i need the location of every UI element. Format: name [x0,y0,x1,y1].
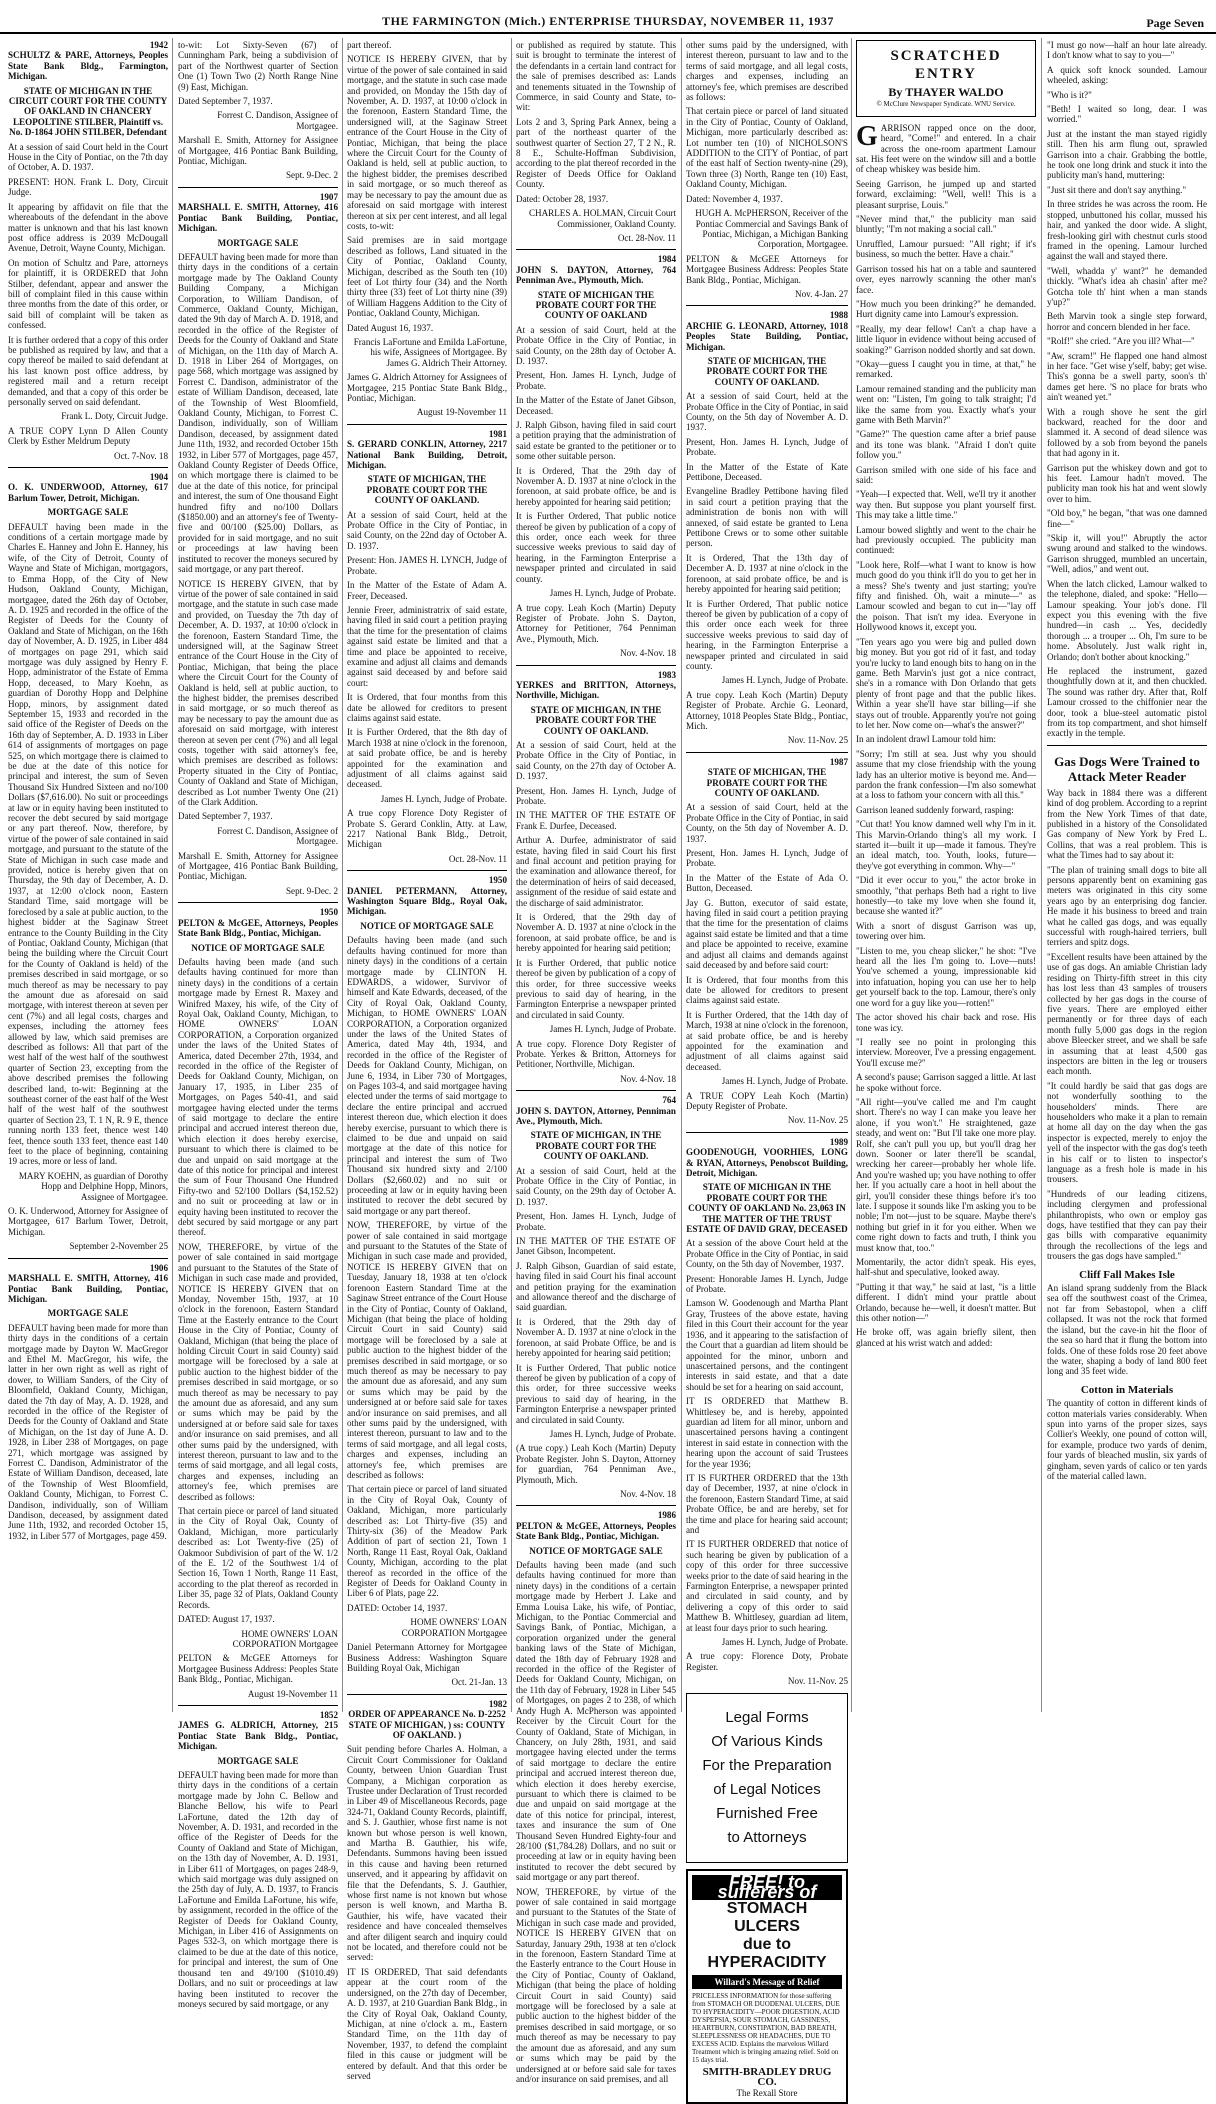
story-text: "How much you been drinking?" he demanded. Hurt dignity came into Lamour's expression. [856,298,1036,320]
notice-copy: A true copy. Florence Doty Register of Probate. Yerkes & Britton, Attorneys for Petitioner, Northville, Michigan. [516,1038,676,1070]
notice-dates: Nov. 11-Nov. 25 [787,735,848,746]
notice-text: NOW, THEREFORE, by virtue of the power of sale contained in said mortgage and pursuant to the Statutes of the State of Michigan in such case made and provided, NOTICE IS HEREBY GIVEN that on Saturday, January 29th, 1938 at ten o'clock in the forenoon, Eastern Standard Time at the Easterly entrance to the Court House in the City of Pontiac, County of Oakland, Michigan (that being the place of holding Circuit Court in said County) said mortgage will be foreclosed by a sale at public auction to the highest bidder of the premises described in said mortgage, or so much thereof as may be necessary to pay the amount due as aforesaid, and any sum or sums which may be paid by the undersigned at or before said sale for taxes and/or insurance on said premises, and all [516,1886,676,2084]
notice-title: NOTICE OF MORTGAGE SALE [191,942,325,953]
column-6-story [856,40,1036,1712]
notice-text: DEFAULT having been made for more than thirty days in the conditions of a certain mortgage made by The Oakland County Building Company, a Michigan Corporation, to William Dandison, of Commerce, Oakland County, Michigan, dated the 9th day of March A. D. 1918, and recorded in the office of the Register of Deeds for the County of Oakland and State of Michigan, on the 11th day of March A. D. 1918 in Liber 264 of Mortgages, on page 568, which mortgage was assigned by Forrest C. Dandison, administrator of the estate of William Dandison, deceased, late of the Township of West Bloomfield, Oakland County, Michigan, to Forrest C. Dandison, individually, son of William Dandison, deceased, by assignment dated June 11th, 1932, and recorded October 15th 1932, in Liber 577 of Mortgages, page 457, Oakland County Register of Deeds Office, on which mortgage there is claimed to be due at the date of this notice, for principal and interest, the sum of One thousand Eight hundred fifty and no/100 Dollars ($1850.00) and an attorney's fee of Twenty-five and 00/100 ($25.00) Dollars, as provided for in said mortgage, and no suit or proceedings at law having been instituted to recover the moneys secured by said mortgage, or any part thereof. [178,251,338,575]
notice-date: Dated August 16, 1937. [347,322,434,333]
masthead-title: THE FARMINGTON (Mich.) ENTERPRISE THURSDAY, NOVEMBER 11, 1937 [382,14,834,28]
story-text: Lamour bowed slightly and went to the chair he had previously occupied. The publicity man continued: [856,524,1036,556]
notice-number: 1987 [829,756,848,767]
notice-signature: Francis LaFortune and Emilda LaFortune, his wife, Assignees of Mortgagee. By James G. Aldrich Their Attorney. [353,336,507,368]
notice-divider [686,1132,848,1133]
notice-copy: A true copy. Leah Koch (Martin) Deputy Register of Probate. Archie G. Leonard, Attorney, 1018 Peoples State Bldg., Pontiac, Mich. [686,689,848,731]
notice-divider [686,752,848,753]
notice-heading: DANIEL PETERMANN, Attorney, Washington Square Bldg., Royal Oak, Michigan. [347,885,507,917]
notice-copy: A TRUE COPY Lynn D Allen County Clerk by Esther Meldrum Deputy [8,425,168,447]
notice-number: 1852 [319,1709,338,1720]
notice-signature: James H. Lynch, Judge of Probate. [549,588,676,599]
notice-text: Said premises are in said mortgage described as follows, Land situated in the City of Pontiac, Oakland County, Michigan, described as the South ten (10) feet of Lot thirty four (34) and the North thirty three (33) feet of Lot thirty nine (39) of William Haggens Addition to the City of Pontiac, Oakland County, Michigan. [347,235,507,319]
notice-heading: O. K. UNDERWOOD, Attorney, 617 Barlum Tower, Detroit, Michigan. [8,482,168,503]
notice-heading: JAMES G. ALDRICH, Attorney, 215 Pontiac State Bank Bldg., Pontiac, Michigan. [178,1720,338,1752]
notice-heading: SCHULTZ & PARE, Attorneys, Peoples State Bank Bldg., Farmington, Michigan. [8,50,168,82]
story-title: SCRATCHED [890,48,1002,64]
notice-dates: Oct. 28-Nov. 11 [448,853,507,864]
notice-attorney: PELTON & McGEE Attorneys for Mortgagee Business Address: Peoples State Bank Bldg., Pontiac, Michigan. [686,253,848,285]
notice-copy: A TRUE COPY Leah Koch (Martin) Deputy Register of Probate. [686,1090,848,1111]
notice-heading: JOHN S. DAYTON, Attorney, 764 Penniman Ave., Plymouth, Mich. [516,264,676,286]
notice-text: or published as required by statute. This suit is brought to terminate the interest of the defendants in a certain land contract for the sale of premises described as: Lands and tenements situated in the Township of Commerce, in said County and State, to-wit: [516,40,676,113]
story-text: Lamour remained standing and the publicity man went on: "Listen, I'm going to talk straight; I'd like the same from you. Exactly what's your game with Beth Marvin?" [856,383,1036,425]
notice-text: That certain piece or parcel of land situated in the City of Pontiac, County of Oakland, Michigan, more particularly described as: Lot number ten (10) of NICHOLSON'S ADDITION to the CITY of Pontiac, of part of the east half of Section twenty-nine (29), Town three (3) North, Range ten (10) East, Oakland County, Michigan. [686,106,848,190]
notice-text: That certain piece or parcel of land situated in the City of Royal Oak, County of Oakland, Michigan, more particularly described as: Lot Twenty-five (25) of Oakmoor Subdivision of part of the W. 1/2 of the E. 1/2 of the Southwest 1/4 of Section 16, Town 1 North, Range 11 East, according to the plat thereof as recorded in Liber 35, page 32 of Plats, Oakland County Records. [178,1506,338,1610]
story-syndicate: © McClure Newspaper Syndicate. WNU Service. [876,100,1016,109]
column-divider [511,38,512,1712]
story-text: "Just sit there and don't say anything." [1047,184,1187,195]
notice-signature: James H. Lynch, Judge of Probate. [721,1637,848,1648]
notice-text: Defaults having been made (and such defaults having continued for more than ninety days) in the conditions of a certain mortgage made by Ernest R. Maxey and Winifred Maxey, his wife, of the City of Royal Oak, Oakland County, Michigan, to HOME OWNERS' LOAN CORPORATION, a Corporation organized under the laws of the United States of America, dated December 27th, 1934, and recorded in the office of the Register of Deeds for Oakland County, Michigan, on January 17, 1935, in Liber 235 of Mortgages, on Pages 540-41, and said mortgagee having elected under the terms of said mortgage to declare the entire principal and accrued interest thereon due, which election it does hereby exercise, pursuant to which there is claimed to be due and unpaid on said mortgage at the date of this notice for principal and interest the sum of Four Thousand One Hundred Fifty-two and 52/100 Dollars ($4,152.52) and no suit or proceeding at law or in equity having been instituted to recover the debt secured by said mortgage or any part thereof. [178,956,338,1238]
notice-text: In the Matter of the Estate of Kate Pettibone, Deceased. [686,461,848,483]
notice-signature: HOME OWNERS' LOAN CORPORATION Mortgagee [232,1628,338,1649]
notice-text: other sums paid by the undersigned, with interest thereon, pursuant to law and to the terms of said mortgage, and all legal costs, charges and expenses, including an attorney's fee, which premises are described as follows: [686,40,848,103]
notice-dates: Sept. 9-Dec. 2 [285,170,338,181]
notice-text: Present, Hon. James H. Lynch, Judge of Probate. [686,848,848,869]
notice-text: DEFAULT having been made for more than thirty days in the conditions of a certain mortgage made by Dayton W. MacGregor and Ethel M. MacGregor, his wife, the latter in her own right as well as right of dower, to William Sanders, of the City of Bloomfield, Oakland County, Michigan, dated the 7th day of May, A. D. 1928, and recorded in the office of the Register of Deeds for the County of Oakland and State of Michigan, on the 1st day of June A. D. 1928, in Liber 238 of Mortgages, on page 271, which mortgage was assigned by Forrest C. Dandison, Administrator of the Estate of William Dandison, deceased, late of the Township of West Bloomfield, Oakland County, Michigan, to Forrest C. Dandison, individually, son of William Dandison, deceased, by assignment dated June 11th, 1932, and recorded October 15, 1932, in Liber 577 of Mortgages, page 459. [8,1322,168,1541]
ad-headline: due to HYPERACIDITY [707,1935,827,1971]
notice-dates: August 19-November 11 [247,1688,338,1699]
column-2 [178,40,338,2009]
story-text: "Old boy," he began, "that was one damned fine—" [1047,508,1207,529]
article-text: An island sprang suddenly from the Black sea off the southwest coast of the Crimea, not far from Sebastopol, when a cliff collapsed. It was not the rock that formed the island, but the cave-in hit the floor of the sea so hard that it flung the bottom into folds. One of these folds rose 20 feet above the water, shaping a body of land 800 feet long and 35 feet wide. [1047,1283,1207,1377]
notice-signature: HUGH A. McPHERSON, Receiver of the Pontiac Commercial and Savings Bank of Pontiac, Michigan, a Michigan Banking Corporation, Mortgagee. [695,208,848,250]
notice-number: 764 [662,1095,676,1106]
notice-dates: Sept. 9-Dec. 2 [285,885,338,896]
notice-heading: YERKES and BRITTON, Attorneys, Northville, Michigan. [516,679,676,701]
article-text: "Excellent results have been attained by the use of gas dogs. An amiable Christian lady residing on Thirty-fifth street in this city has lost less than 43 samples of trousers collected by her gas dogs in the course of five years. There are employed either permanently or for three days of each month fully 5,000 gas dogs in the region above Bleecker street, and we shall be safe in assuming that at least 4,500 gas inspectors are bitten in the leg or trousers each month. [1047,951,1207,1077]
story-title-box [856,40,1036,117]
notice-text: NOTICE IS HEREBY GIVEN, that by virtue of the power of sale contained in said mortgage, and the statute in such case made and provided, on Tuesday the 7th day of December, A. D. 1937, at 10:00 o'clock in the forenoon, Eastern Standard Time, the undersigned will, at the Saginaw Street entrance of the Court House in the City of Pontiac, Michigan, that being the place where the Circuit Court for the County of Oakland is held, sell at public auction, to the highest bidder, the premises described in said mortgage, or so much thereof as may be necessary to pay the amount due as aforesaid on said mortgage, with interest thereon at seven per cent (7%) and all legal costs, together with said attorney's fee, which premises are described as follows: Property situated in the City of Pontiac, County of Oakland and State of Michigan, described as Lot number Twenty One (21) of the Clark Addition. [178,578,338,808]
notice-dates: Nov. 4-Jan. 27 [795,288,848,299]
notice-divider [178,902,338,903]
notice-text: Jennie Freer, administratrix of said estate, having filed in said court a petition praying that the time for the presentation of claims against said estate be limited and that a time and place be appointed to receive, examine and adjust all claims and demands against said deceased by and before said court: [347,604,507,688]
story-text: "I must go now—half an hour late already. I don't know what to say to you—" [1047,40,1207,61]
story-text: "Skip it, will you!" Abruptly the actor swung around and stalked to the windows. Garrison shrugged, mumbled an uncertain, "Well, adios," and went out. [1047,533,1207,575]
notice-text: At a session of said Court held in the Court House in the City of Pontiac, on the 7th day of October, A. D. 1937. [8,141,168,173]
notice-text: At a session of said Court, held at the Probate Office in the City of Pontiac, in said County, on the 5th day of November A. D. 1937. [686,391,848,433]
notice-divider [347,870,507,871]
notice-text: Defaults having been made (and such defaults having continued for more than ninety days) in the conditions of a certain mortgage made by CLINTON H. EDWARDS, a widower, Survivor of himself and Kate Edwards, deceased, of the City of Royal Oak, Oakland County, Michigan, to HOME OWNERS' LOAN CORPORATION, a Corporation organized under the laws of the United States of America, dated May 4th, 1934, and recorded in the office of the Register of Deeds for Oakland County, Michigan, on June 6, 1934, in Liber 730 of Mortgages, on Pages 103-4, and said mortgagee having elected under the terms of said mortgage to declare the entire principal and accrued interest thereon due, which election it does hereby exercise, pursuant to which there is claimed to be due and unpaid on said mortgage at the date of this notice for principal and interest the sum of Two Thousand six hundred sixty and 2/100 Dollars ($2,660.02) and no suit or proceeding at law or in equity having been instituted to recover the debt secured by said mortgage or any part thereof. [347,935,507,1216]
notice-dates: August 19-November 11 [416,407,507,418]
notice-text: It is Further Ordered, that public notice thereof be given by publication of a copy of this order, for three successive weeks previous to said day of hearing, in the Farmington Enterprise a newspaper printed and circulated in said County. [516,957,676,1020]
notice-signature: Forrest C. Dandison, Assignee of Mortgagee. [217,825,338,847]
notice-title: MORTGAGE SALE [47,507,129,518]
notice-signature: Forrest C. Dandison, Assignee of Mortgagee. [217,110,338,131]
ad-body: PRICELESS INFORMATION for those suffering from STOMACH OR DUODENAL ULCERS, DUE TO HYPERACIDITY—POOR DIGESTION, ACID DYSPEPSIA, SOUR STOMACH, GASSINESS, HEARTBURN, CONSTIPATION, BAD BREATH, SLEEPLESSNESS OR HEADACHES, DUE TO EXCESS ACID. Explains the marvelous Willard Treatment which is bringing amazing relief. Sold on 15 days trial. [692,1991,840,2064]
story-text: With a snort of disgust Garrison was up, towering over him. [856,920,1036,942]
notice-signature: James H. Lynch, Judge of Probate. [549,1428,676,1439]
article-text: "The plan of training small dogs to bite all persons apparently bent on examining gas meters was originated in this city some years ago by an enterprising dog fancier. He made it his business to breed and train what he called gas dogs, and was equally successful with rough-haired terriers, bull terriers and spitz dogs. [1047,864,1207,948]
notice-divider [516,249,676,250]
notice-title: STATE OF MICHIGAN, IN THE PROBATE COURT FOR THE COUNTY OF OAKLAND. [530,1130,662,1162]
notice-attorney: James G. Aldrich Attorney for Assignees of Mortgagee, 215 Pontiac State Bank Bldg., Pontiac, Michigan. [347,372,507,403]
notice-number: 1981 [488,428,507,439]
page-number: Page Seven [1146,16,1204,30]
notice-text: DEFAULT having been made for more than thirty days in the conditions of a certain mortgage made by John C. Bellow and Blanche Bellow, his wife to Pearl LaFortune, dated the 12th day of November, A. D. 1931, and recorded in the office of the Register of Deeds for the County of Oakland and State of Michigan, on the 13th day of November, A. D. 1931, in Liber 611 of Mortgages, on pages 248-9, which said mortgage was duly assigned on the 25th day of July, A. D. 1937, to Francis LaFortune and Emilda LaFortune, his wife, by assignment, recorded in the office of the Register of Deeds for Oakland County, Michigan, in Liber 416 of Assignments on Pages 532-3, on which mortgage there is claimed to be due at the date of this notice, for principal and interest, the sum of One thousand ten and 49/100 ($1010.49) Dollars, and no suit or proceedings at law having been instituted to recover the moneys secured by said mortgage, or any [178,1769,338,2009]
ad-band: Willard's Message of Relief [692,1975,842,1989]
story-text: A second's pause; Garrison sagged a little. At last he spoke without force. [856,1072,1036,1093]
notice-text: DEFAULT having been made in the conditions of a certain mortgage made by Charles E. Hanney and John E. Hanney, his wife, of the City of Detroit, County of Wayne and State of Michigan, mortgagors, to Emma Hopp, of the City of New Hudson, Oakland County, Michigan, mortgagee, dated the 26th day of October, A. D. 1925 and recorded in the office of the Register of Deeds for the County of Oakland and State of Michigan, on the 16th day of November, A. D. 1925, in Liber 484 of mortgages on page 291, which said mortgage was duly assigned by Henry F. Hopp, administrator of the Estate of Emma Hopp, deceased, to Mary Koehn, as guardian of Dorothy Hopp and Delphine Hopp, minors, by assignment dated September 15, 1933 and recorded in the said office of the Register of Deeds on the 16th day of September, A. D. 1933 in Liber 614 of assignments of mortgages on page 525, on which mortgage there is claimed to be due at the date of this notice for principal and interest, the sum of Seven Thousand Six Hundred Sixteen and no/100 Dollars ($7,616.00). No suit or proceedings at law or in equity having been instituted to recover the debt secured by said mortgage or any part thereof. Now, therefore, by virtue of the power of sale contained in said mortgage, and pursuant to the statute of the State of Michigan in such case made and provided, notice is hereby given that on Thursday, the 9th day of December, A. D. 1937, at 12:00 o'clock noon, Eastern Standard Time, said mortgage will be foreclosed by a sale at public auction, to the highest bidder at the Saginaw Street entrance to the County Building in the City of Pontiac, Oakland County, Michigan (that being the building where the Circuit Court for the County of Oakland is held) of the premises described in said mortgage, or so much thereof as may be necessary to pay the amount due as aforesaid on said mortgage, with interest thereon at seven per cent (7%) and all legal costs, charges and expenses, including the attorney fees allowed by law, which said premises are described as follows: All that part of the west half of the west half of the southwest quarter of Section 23, excepting from the above described premises the following described land, to-wit: Beginning at the southeast corner of the east half of the West half of the west half of the southwest quarter of Section 23, T. 1 N, R. 9 E, thence running north 133 feet, thence west 140 feet, thence south 133 feet, thence east 140 feet to the place of beginning, containing 19 acres, more or less of land. [8,521,168,1167]
story-text: Garrison put the whiskey down and got to his feet. Lamour hadn't moved. The publicity man took his hat and went slowly over to him. [1047,462,1207,504]
story-text: "Sorry; I'm still at sea. Just why you should assume that my close friendship with the young lady has an ulterior motive is beyond me. And—pardon the frank confession—I'm also somewhat at a loss to fathom your concern with all this." [856,748,1036,801]
notice-attorney: Marshall E. Smith, Attorney for Assignee of Mortgagee, 416 Pontiac Bank Building, Pontiac, Michigan. [178,135,338,167]
ad-line: For the Preparation [702,1756,832,1774]
notice-number: 1907 [319,191,338,202]
ad-line: Of Various Kinds [711,1732,823,1750]
column-divider [681,38,682,1712]
notice-title: ORDER OF APPEARANCE No. D-2252 STATE OF MICHIGAN, ) ss: COUNTY OF OAKLAND. ) [348,1709,506,1740]
notice-number: 1950 [488,875,507,886]
notice-text: At a session of said Court, held at the Probate Office in the City of Pontiac, in said County, on the 22nd day of October A. D. 1937. [347,509,507,551]
article-headline: Cliff Fall Makes Isle [1079,1268,1175,1281]
notice-copy: A true copy: Florence Doty, Probate Register. [686,1651,848,1672]
article-text: Way back in 1884 there was a different kind of dog problem. According to a reprint from the New York Times of that date, published in a history of the Consolidated Gas company of New York by Fred L. Collins, that was a real problem. This is what the Times had to say about it: [1047,787,1207,861]
notice-text: PRESENT: HON. Frank L. Doty, Circuit Judge. [8,176,168,198]
notice-text: It is Further Ordered, That public notice thereof be given by publication of a copy of this order once each week for three successive weeks previous to said day of hearing, in the Farmington Enterprise a newspaper printed and circulated in said county. [686,598,848,671]
notice-number: 1942 [149,40,168,50]
ad-line: of Legal Notices [713,1780,821,1798]
notice-copy: A true copy Florence Doty Register of Probate S. Gerard Conklin, Atty. at Law, 2217 National Bank Bldg., Detroit, Michigan [347,808,507,850]
notice-divider [8,1258,168,1259]
story-text: "Did it ever occur to you," the actor broke in smoothly, "that perhaps Beth had a right to live honestly—to take my love when she found it, because she wanted it?" [856,875,1036,917]
notice-title: MORTGAGE SALE [47,1308,129,1319]
ad-line: Furnished Free [716,1804,818,1822]
article-text: The quantity of cotton in different kinds of cotton materials varies considerably. When spun into yarns of the proper sizes, says Collier's Weekly, one pound of cotton will, for example, produce two yards of denim, four yards of bleached muslin, six yards of gingham, seven yards of calico or ten yards of the material called lawn. [1047,1398,1207,1481]
story-text: The actor shoved his chair back and rose. His tone was icy. [856,1012,1036,1033]
story-text: "Aw, scram!" He flapped one hand almost in her face. "Get wise y'self, baby; get wise. This's gonna be a swell party, soon's th' dames get here. 'S no place for brats who ain't weaned yet." [1047,350,1207,403]
story-text: "Game?" The question came after a brief pause and its tone was blank. "Afraid I don't quite follow you." [856,429,1036,461]
story-title: ENTRY [915,66,977,82]
story-text: Seeing Garrison, he jumped up and started forward, exclaiming: "Well, well! This is a pleasant surprise, Louis." [856,178,1036,210]
notice-dates: Nov. 4-Nov. 18 [620,1073,676,1084]
notice-divider [8,467,168,468]
notice-date: Dated: November 4, 1937. [686,193,783,204]
notice-number: 1989 [829,1136,848,1147]
story-text: In an indolent drawl Lamour told him: [856,734,996,745]
notice-heading: MARSHALL E. SMITH, Attorney, 416 Pontiac Bank Building, Pontiac, Michigan. [178,202,338,234]
story-text: "Never mind that," the publicity man said bluntly; "I'm not making a social call." [856,214,1036,235]
notice-text: It is Ordered, that the 29th day of November A. D. 1937 at nine o'clock in the forenoon, at said Probate Office, be and is hereby appointed for hearing said petition; [516,1316,676,1359]
column-divider [1041,38,1042,1712]
notice-text: NOW, THEREFORE, by virtue of the power of sale contained in said mortgage and pursuant to the Statutes of the State of Michigan in such case made and provided, NOTICE IS HEREBY GIVEN that on Monday, November 15th, 1937, at 10 o'clock in the forenoon, Eastern Standard Time at the Easterly entrance to the Court House in the City of Pontiac, County of Oakland, Michigan (that being the place of holding Circuit Court in said County) said mortgage will be foreclosed by a sale at public auction to the highest bidder of the premises described in said mortgage, or so much thereof as may be necessary to pay the amount due as aforesaid, and any sum or sums which may be paid by the undersigned at or before said sale for taxes and/or insurance on said premises, and all other sums paid by the undersigned, with interest thereon, pursuant to law and to the terms of said mortgage, and all legal costs, charges and expenses, including an attorney's fee, which premises are described as follows: [178,1241,338,1502]
notice-copy: (A true copy.) Leah Koch (Martin) Deputy Probate Register. John S. Dayton, Attorney for guardian, 764 Penniman Ave., Plymouth, Mich. [516,1443,676,1485]
story-text: In three strides he was across the room. He stopped, unbuttoned his collar, mussed his hair, and yanked the door wide. A slight, fresh-looking girl with chestnut curls stood framed in the opening. Lamour lurched against the wall and stayed there. [1047,199,1207,262]
story-text: "Really, my dear fellow! Can't a chap have a little liquor in evidence without being accused of soaking?" Garrison nodded shortly and sat down. [856,323,1036,355]
notice-signature: James H. Lynch, Judge of Probate. [721,1076,848,1087]
legal-forms-ad [686,1693,848,1863]
story-text: "Ten years ago you were big and pulled down big money. But you got rid of it fast, and today you're lucky to land enough bits to hang on in the game. Beth Marvin's just got a nice contract, she's in a romance with Don Orlando that gets plenty of front page and that the public likes. Within a year she'll have star billing—if she stays out of trouble. Apparently you're not going to let her. Now come on—what's the answer?" [856,636,1036,730]
notice-date: DATED: August 17, 1937. [178,1614,275,1625]
story-text: ARRISON rapped once on the door, heard, "Come!" and entered. In a chair across the one-room apartment Lamour sat. His feet were on the window sill and a bottle of cheap whiskey was beside him. [856,122,1036,175]
notice-dates: Oct. 28-Nov. 11 [617,232,676,243]
notice-heading: ARCHIE G. LEONARD, Attorney, 1018 Peoples State Building, Pontiac, Michigan. [686,320,848,352]
notice-dates: September 2-November 25 [69,1241,168,1252]
article-text: "Hundreds of our leading citizens, including clergymen and professional philanthropists, who own or employ gas dogs, have testified that they can pay their gas bills with comparative equanimity through the recollections of the legs and trousers the gas dogs have sampled." [1047,1188,1207,1262]
notice-divider [516,665,676,666]
notice-text: IT IS ORDERED, That said defendants appear at the court room of the undersigned, on the 27th day of December, A. D. 1937, at 210 Guardian Bank Bldg., in the City of Royal Oak, Oakland County, Michigan, at nine o'clock a. m., Eastern Standard Time, on the 11th day of November, 1937, to defend the complaint filed in this cause or judgment will be entered by default. And that this order be served [347,1966,507,2081]
story-text: Garrison tossed his hat on a table and sauntered over, eyes narrowly scanning the other man's face. [856,263,1036,295]
ad-line: to Attorneys [727,1828,807,1846]
ad-store-tagline: The Rexall Store [736,2087,798,2098]
drug-store-ad [686,1869,848,2104]
notice-text: Suit pending before Charles A. Holman, a Circuit Court Commissioner for Oakland County, between Union Guardian Trust Company, a Michigan corporation as Trustee under Declaration of Trust recorded in Liber 49 of Miscellaneous Records, page 324-71, Oakland County Records, plaintiff, and S. J. Gauthier, whose first name is not known but whose person is well known, and Martha B. Gauthier, his wife, Defendants. Summons having been issued in this cause and having been returned unserved, and it appearing by affidavit on file that the Defendants, S. J. Gauthier, whose first name is not known but whose person is well known, and Martha B. Gauthier, his wife, have vacated their residence and have concealed themselves and after diligent search and inquiry could not be located, and therefore could not be served: [347,1744,507,1963]
notice-date: Dated September 7, 1937. [178,811,273,822]
notice-title: NOTICE OF MORTGAGE SALE [529,1545,663,1556]
story-text: "All right—you've called me and I'm caught short. There's no way I can make you leave her alone, if you won't." He straightened, gaze steady, and went on: "But I'll take one more play. Rolf, she can't pull you up, but you'll drag her down. Sooner or later there'll be scandal, wrecking her career—probably her whole life. And you're washed up; you have nothing to offer her. If you actually care a hoot in hell about the girl, you'll consider these things before it's too late. I suppose it sounds like I'm asking you to be noble; I'm not—just to be square. Maybe there's nothing but grief in it for you either. When we come right down to facts and truth, I think you must know that, too." [856,1096,1036,1253]
article-divider [1047,745,1207,746]
ad-free-banner: FREE! to sufferers of [692,1875,842,1900]
story-text: "I really see no point in prolonging this interview. Moreover, I've a pressing engagement. You'll excuse me?" [856,1036,1036,1068]
story-text: Unruffled, Lamour pursued: "All right; if it's business, so much the better. Have a chair." [856,238,1036,260]
story-text: "Look here, Rolf—what I want to know is how much good do you think it'll do you to get her in a mess? She's twenty and just starting; you're fifty and finished. Oh, wait a minute—" as Lamour scowled and began to cut in—"lay off the poison. That isn't my idea. Everyone in Hollywood knows it, except you. [856,559,1036,633]
article-headline: Gas Dogs Were Trained to Attack Meter Reader [1054,753,1200,784]
story-text: A quick soft knock sounded. Lamour wheeled, asking: [1047,64,1207,86]
notice-text: NOW, THEREFORE, by virtue of the power of sale contained in said mortgage and pursuant to the Statutes of the State of Michigan in such case made and provided, NOTICE IS HEREBY GIVEN that on Tuesday, January 18, 1938 at ten o'clock forenoon Eastern Standard Time at the Saginaw Street entrance of the Court House in the City of Pontiac, County of Oakland, Michigan (that being the place of holding Circuit Court in said County) said mortgage will be foreclosed by a sale at public auction to the highest bidder of the premises described in said mortgage, or so much thereof as may be necessary to pay the amount due as aforesaid, and any sum or sums which may be paid by the undersigned at or before said sale for taxes and/or insurance on said premises, and all other sums paid by the undersigned, with interest thereon, pursuant to law and to the terms of said mortgage, and all legal costs, charges and expenses, including an attorney's fee, which premises are described as follows: [347,1220,507,1480]
notice-heading: JOHN S. DAYTON, Attorney, Penniman Ave., Plymouth, Mich. [516,1105,676,1126]
column-divider [851,38,852,1712]
notice-title: STATE OF MICHIGAN IN THE PROBATE COURT FOR THE COUNTY OF OAKLAND No. 23,063 IN THE MATTER OF THE TRUST ESTATE OF DAVID GRAY, DECEASED [686,1182,848,1235]
notice-dates: Nov. 11-Nov. 25 [787,1676,848,1687]
story-text: With a rough shove he sent the girl backward, reached for the door and slammed it. A second of dead silence was followed by a sob from beyond the panels that had agony in it. [1047,406,1207,459]
notice-text: IT IS FURTHER ORDERED that the 13th day of December, 1937, at nine o'clock in the forenoon, Eastern Standard Time, at said Probate Office, be and are hereby, set for the time and place for hearing said account; and [686,1472,848,1535]
notice-divider [516,1090,676,1091]
notice-attorney: Marshall E. Smith, Attorney for Assignee of Mortgagee, 416 Pontiac Bank Building, Pontiac, Michigan. [178,850,338,882]
notice-title: STATE OF MICHIGAN IN THE CIRCUIT COURT FOR THE COUNTY OF OAKLAND IN CHANCERY LEOPOLTINE STILBER, Plaintiff vs. No. D-1864 JOHN STILBER, Defendant [8,85,168,138]
drop-cap: G [856,120,878,152]
notice-text: Lots 2 and 3, Spring Park Annex, being a part of the northeast quarter of the southwest quarter of Section 27, T 2 N., R. 8 E., Schulte-Hoffman Subdivision, according to the plat thereof recorded in the Register of Deeds Office for Oakland County. [516,116,676,190]
notice-text: Present, Hon. James H. Lynch, Judge of Probate. [516,370,676,391]
notice-text: Present, Hon. James H. Lynch, Judge of Probate. [516,1211,676,1232]
notice-text: At a session of the above Court held at the Probate Office in the City of Pontiac, in said County, on the 5th day of November, 1937. [686,1238,848,1270]
notice-text: In the Matter of the Estate of Ada O. Button, Deceased. [686,872,848,894]
notice-title: NOTICE OF MORTGAGE SALE [360,920,494,931]
notice-dates: Oct. 7-Nov. 18 [114,450,168,461]
notice-title: STATE OF MICHIGAN, THE PROBATE COURT FOR THE COUNTY OF OAKLAND. [706,767,828,798]
column-divider [172,38,173,1712]
notice-signature: CHARLES A. HOLMAN, Circuit Court Commissioner, Oakland County. [528,208,676,229]
ad-headline: STOMACH ULCERS [726,1899,808,1935]
notice-text: It is Ordered, that four months from this date be allowed for creditors to present claims against said estate. [347,692,507,723]
notice-text: Present, Hon. James H. Lynch, Judge of Probate. [686,436,848,458]
notice-text: It is Further Ordered, That public notice thereof be given by publication of a copy of this order, once each week for three successive weeks previous to said day of hearing, in the Farmington Enterprise a newspaper printed and circulated in said county. [516,511,676,584]
article-headline: Cotton in Materials [1080,1383,1174,1396]
notice-number: 1988 [829,310,848,321]
story-text: Garrison smiled with one side of his face and said: [856,464,1036,485]
notice-divider [516,1505,676,1506]
story-text: "Okay—guess I caught you in time, at that," he remarked. [856,358,1036,380]
story-text: Beth Marvin took a single step forward, horror and concern blended in her face. [1047,311,1207,332]
notice-dates: Nov. 4-Nov. 18 [620,1488,676,1499]
notice-text: Evangeline Bradley Pettibone having filed in said court a petition praying that the administration de bonis non with will annexed, of said estate be granted to Lena Pettibone Crews or to some other suitable person. [686,486,848,549]
story-text: "Who is it?" [1047,89,1092,100]
notice-number: 1986 [657,1510,676,1521]
story-text: "Rolf!" she cried. "Are you ill? What—" [1047,336,1195,347]
notice-number: 1983 [657,669,676,680]
story-text: "Putting it that way," he said at last, "is a little different. I didn't mind your prattle about Orlando, because he—well, it doesn't matter. But this other notion—" [856,1281,1036,1324]
story-text: "Yeah—I expected that. Well, we'll try it another way then. But suppose you plant yourself first. This may take a little time." [856,489,1036,521]
notice-text: Defaults having been made (and such defaults having continued for more than ninety days) in the conditions of a certain mortgage made by Herbert J. Lake and Emma Louisa Lake, his wife, of Pontiac, Michigan, to the Pontiac Commercial and Savings Bank, of Pontiac, Michigan, a corporation organized under the general banking laws of the State of Michigan, dated the 18th day of February 1928 and recorded in the office of the Register of Deeds for Oakland County, Michigan, on the 11th day of February, 1928 in Liber 545 of Mortgages, on pages 2 to 238, of which Andy Hugh A. McPherson was appointed Receiver by the Circuit Court for the County of Oakland, State of Michigan, in Chancery, on July 28th, 1931, and said mortgagee having elected under the terms of said mortgage to declare the entire principal and accrued interest thereon due, which election it does hereby exercise, pursuant to which there is claimed to be due and unpaid on said mortgage at the date of this notice for principal, interest, taxes and insurance the sum of One Thousand Seven Hundred Eighty-four and 28/100 ($1,784.28) Dollars, and no suit or proceeding at law or in equity having been instituted to recover the debt secured by said mortgage or any part thereof. [516,1560,676,1883]
story-text: He broke off, was again briefly silent, then glanced at his wrist watch and added: [856,1327,1036,1348]
notice-text: It is Further Ordered, That public notice thereof be given by publication of a copy of this order, for three successive weeks previous to said day of hearing, in the Farmington Enterprise a newspaper printed and circulated in said County. [516,1362,676,1425]
notice-heading: PELTON & McGEE, Attorneys, Peoples State Bank Bldg., Pontiac, Michigan. [178,917,338,939]
notice-text: Present, Hon. James H. Lynch, Judge of Probate. [516,785,676,806]
notice-text: At a session of said Court, held at the Probate Office in the City of Pontiac, in said County, on the 29th day of October A. D. 1937. [516,1165,676,1207]
notice-text: NOTICE IS HEREBY GIVEN, that by virtue of the power of sale contained in said mortgage, and the statute in such case made and provided, on Monday the 15th day of November, A. D. 1937, at 10:00 o'clock in the forenoon, Eastern Standard Time, the undersigned will, at the Saginaw Street entrance of the Court House in the City of Pontiac, Michigan, that being the place where the Circuit Court for the County of Oakland is held, sell at public auction, to the highest bidder, the premises described in said mortgage, or so much thereof as may be necessary to pay the amount due as aforesaid on said mortgage with interest thereon at six per cent interest, and all legal costs, to-wit: [347,54,507,231]
notice-number: 1950 [319,907,338,918]
column-4 [516,40,676,2084]
notice-divider [347,424,507,425]
notice-text: It is Further Ordered, that the 8th day of March 1938 at nine o'clock in the forenoon, at said probate office, be and is hereby appointed for the examination and adjustment of all claims against said deceased. [347,727,507,790]
notice-text: J. Ralph Gibson, Guardian of said estate, having filed in said Court his final account and petition praying for the examination and allowance thereof and the discharge of said guardian. [516,1260,676,1313]
story-text: "Cut that! You know damned well why I'm in it. This Marvin-Orlando thing's all my work. I started it—built it up—made it famous. They're an ideal match, too. Youth, looks, future—they've got everything in common. Why—" [856,819,1036,871]
story-text: "Listen to me, you cheap slicker," he shot: "I've heard all the lies I'm going to. Love—nuts! You've schemed a young, impressionable kid into infatuation, hoping you can use her to help get yourself back to the top. Lamour, there's only one word for a guy like you—rotten!" [856,945,1036,1008]
notice-text: Present: Honorable James H. Lynch, Judge of Probate. [686,1273,848,1295]
notice-date: DATED: October 14, 1937. [347,1602,448,1613]
article-text: "It could hardly be said that gas dogs are not wonderfully soothing to the householders' minds. There are householders who make it a plan to remain at home all day on the day when the gas inspector is expected, merely to enjoy the yell of the inspector with the gas dog's teeth in his calf or to listen to inspector's language as a fresh hole is made in his trousers. [1047,1080,1207,1185]
notice-number: 1984 [657,254,676,265]
column-3 [347,40,507,2081]
notice-date: Dated September 7, 1937. [178,96,273,107]
notice-text: At a session of said Court, held at the Probate Office in the City of Pontiac, in said County, on the 28th day of October A. D. 1937. [516,324,676,366]
story-text: Garrison leaned suddenly forward, rasping: [856,804,1014,815]
column-divider [342,38,343,1712]
notice-text: At a session of said Court, held at the Probate Office in the City of Pontiac, in said County, on the 27th day of October A. D. 1937. [516,739,676,782]
story-byline: By THAYER WALDO [888,85,1004,99]
notice-text: part thereof. [347,40,392,50]
notice-dates: Nov. 11-Nov. 25 [787,1115,848,1126]
notice-divider [347,1694,507,1695]
notice-title: STATE OF MICHIGAN, IN THE PROBATE COURT FOR THE COUNTY OF OAKLAND. [530,704,662,736]
notice-dates: Nov. 4-Nov. 18 [620,648,676,659]
notice-text: That certain piece or parcel of land situated in the City of Royal Oak, County of Oakland, Michigan, more particularly described as: Lot Thirty-five (35) and Thirty-six (36) of the Meadow Park Addition of part of section 21, Town 1 North, Range 11 East, Royal Oak, Oakland County, Michigan, according to the plat thereof as recorded in the office of the Register of Deeds for Oakland County in Liber 6 of Plats, page 22. [347,1484,507,1599]
notice-text: Present: Hon. JAMES H. LYNCH, Judge of Probate. [347,555,507,576]
notice-text: IN THE MATTER OF THE ESTATE OF Frank E. Durfee, Deceased. [516,810,676,831]
notice-text: On motion of Schultz and Pare, attorneys for plaintiff, it is ORDERED that John Stilber, defendant, appear and answer the bill of complaint filed in this cause within three months from the date of this order, or said bill of complaint will be taken as confessed. [8,257,168,331]
column-1 [8,40,168,1712]
notice-text: IN THE MATTER OF THE ESTATE OF Janet Gibson, Incompetent. [516,1236,676,1257]
notice-title: MORTGAGE SALE [217,1755,299,1766]
notice-text: Lamson W. Goodenough and Martha Plant Gray, Trustees of the above estate, having filed in this Court their account for the year 1936, and it appearing to the satisfaction of the Court that a guardian ad litem should be appointed for the minor, unborn and unascertained persons, and the contingent interests in said estate, and that a date should be set for a hearing on said account, [686,1298,848,1392]
notice-title: MORTGAGE SALE [217,237,299,248]
notice-text: It is Ordered, That the 29th day of November A. D. 1937 at nine o'clock in the forenoon, at said probate office, be and is hereby appointed for hearing said petition; [516,465,676,507]
notice-signature: James H. Lynch, Judge of Probate. [721,675,848,686]
notice-signature: Frank L. Doty, Circuit Judge. [61,411,168,422]
story-text: Just at the instant the man stayed rigidly still. Then his arm flung out, sprawled Garrison into a chair. Grabbing the bottle, he took one long drink and stuck it into the publicity man's hand, muttering: [1047,128,1207,181]
notice-text: IT IS FURTHER ORDERED that notice of such hearing be given by publication of a copy of this order for three successive weeks prior to the date of said hearing in the Farmington Enterprise, a newspaper printed and circulated in said county, and by delivering a copy of this order to said Matthew B. Whittlesey, guardian ad litem, at least four days prior to such hearing. [686,1539,848,1633]
notice-divider [178,1705,338,1706]
notice-divider [686,305,848,306]
story-text: "Well, whadda y' want?" he demanded thickly. "What's idea ah chasin' after me? Gotcha tole th' hint when a man stands y'up?" [1047,265,1207,307]
notice-text: It appearing by affidavit on file that the whereabouts of the defendant in the above matter is unknown and that his last known post office address is 2039 McDougall Avenue, Detroit, Wayne County, Michigan. [8,201,168,254]
story-text: Momentarily, the actor didn't speak. His eyes, half-shut and speculative, looked away. [856,1257,1036,1278]
notice-copy: A true copy. Leah Koch (Martin) Deputy Register of Probate. John S. Dayton, Attorney for Petitioner, 764 Penniman Ave., Plymouth, Mich. [516,602,676,644]
notice-dates: Oct. 21-Jan. 13 [451,1677,507,1688]
notice-text: IT IS ORDERED that Matthew B. Whittlesey be, and is hereby, appointed guardian ad litem for all minor, unborn and unascertained persons having a contingent interest in said estate in connection with the hearing upon the account of said Trustees for the year 1936; [686,1396,848,1469]
notice-text: At a session of said Court, held at the Probate Office in the City of Pontiac, in said County, on the 5th day of November A. D. 1937. [686,802,848,844]
ad-store-name: SMITH-BRADLEY DRUG CO. [702,2065,832,2089]
notice-text: It is Further Ordered, that the 14th day of March, 1938 at nine o'clock in the forenoon, at said probate office, be and is hereby appointed for the examination and adjustment of all claims against said deceased. [686,1009,848,1072]
notice-heading: S. GERARD CONKLIN, Attorney, 2217 National Bank Building, Detroit, Michigan. [347,439,507,471]
notice-text: It is further ordered that a copy of this order be published as required by law, and that a copy thereof be mailed to said defendant at his last known post office address, by registered mail and a return receipt demanded, and that a copy of this order be personally served on said defendant. [8,334,168,407]
notice-text: J. Ralph Gibson, having filed in said court a petition praying that the administration of said estate be granted to the petitioner or to some other suitable person. [516,420,676,462]
notice-title: STATE OF MICHIGAN, THE PROBATE COURT FOR THE COUNTY OF OAKLAND. [706,355,828,387]
notice-text: Jay G. Button, executor of said estate, having filed in said court a petition praying that the time for the presentation of claims against said estate be limited and that a time and place be appointed to receive, examine and adjust all claims and demands against said deceased by and before said court: [686,897,848,971]
notice-heading: MARSHALL E. SMITH, Attorney, 416 Pontiac Bank Building, Pontiac, Michigan. [8,1273,168,1304]
story-text: When the latch clicked, Lamour walked to the telephone, dialed, and spoke: "Hello—Lamour speaking. Your job's done. I'll expect you this evening with the five hundred—in cash ... Yes, decidedly thorough ... a trouper ... Oh, I'm sure to be home. Absolutely. Just walk right in, Orlando; don't bother about knocking." [1047,578,1207,662]
column-7 [1047,40,1207,1712]
notice-divider [178,187,338,188]
notice-number: 1904 [149,472,168,483]
notice-signature: James H. Lynch, Judge of Probate. [549,1024,676,1035]
notice-attorney: PELTON & McGEE Attorneys for Mortgagee Business Address: Peoples State Bank Bldg., Pontiac, Michigan. [178,1653,338,1685]
notice-attorney: O. K. Underwood, Attorney for Assignee of Mortgagee, 617 Barlum Tower, Detroit, Michigan. [8,1206,168,1237]
notice-signature: James H. Lynch, Judge of Probate. [380,793,507,804]
notice-text: to-wit: Lot Sixty-Seven (67) of Cunningham Park, being a subdivision of part of the Northwest quarter of Section One (1) Town Two (2) North Range Nine (9) East, Michigan. [178,40,338,92]
notice-text: It is Ordered, that four months from this date be allowed for creditors to present claims against said estate. [686,974,848,1006]
notice-text: In the Matter of the Estate of Janet Gibson, Deceased. [516,395,676,416]
notice-date: Dated: October 28, 1937. [516,193,609,204]
story-text: "Beth! I waited so long, dear. I was worried." [1047,104,1207,125]
notice-attorney: Daniel Petermann Attorney for Mortgagee Business Address: Washington Square Building Royal Oak, Michigan [347,1642,507,1673]
notice-text: It is Ordered, That the 13th day of December A. D. 1937 at nine o'clock in the forenoon, at said probate office, be and is hereby appointed for hearing said petition; [686,552,848,595]
story-text: He replaced the instrument, gazed thoughtfully down at it, and then chuckled. The sound was rather dry. After that, Rolf Lamour crossed to the chiffonier near the door, took a blue-steel automatic pistol from its top compartment, and shot himself exactly in the temple. [1047,665,1207,739]
notice-text: In the Matter of the Estate of Adam A. Freer, Deceased. [347,580,507,601]
notice-title: STATE OF MICHIGAN, THE PROBATE COURT FOR THE COUNTY OF OAKLAND. [366,474,488,506]
masthead [0,0,1216,34]
notice-text: Arthur A. Durfee, administrator of said estate, having filed in said Court his first and final account and petition praying for the examination and allowance thereof, for the determination of heirs of said deceased, assignment of the residue of said estate and the discharge of said administrator. [516,835,676,908]
ad-line: Legal Forms [725,1708,809,1726]
notice-signature: MARY KOEHN, as guardian of Dorothy Hopp and Delphine Hopp, Minors, Assignee of Mortgagee. [18,1170,168,1202]
column-5 [686,40,848,2098]
notice-heading: GOODENOUGH, VOORHIES, LONG & RYAN, Attorneys, Penobscot Building, Detroit, Michigan. [686,1147,848,1178]
notice-number: 1906 [149,1262,168,1273]
notice-number: 1982 [488,1698,507,1709]
notice-title: STATE OF MICHIGAN THE PROBATE COURT FOR THE COUNTY OF OAKLAND [535,289,657,321]
notice-heading: PELTON & McGEE, Attorneys, Peoples State Bank Bldg., Pontiac, Michigan. [516,1520,676,1542]
notice-signature: HOME OWNERS' LOAN CORPORATION Mortgagee [401,1617,507,1638]
notice-text: It is Ordered, that the 29th day of November A. D. 1937 at nine o'clock in the forenoon, at said probate office, be and is hereby appointed for hearing said petition; [516,912,676,954]
